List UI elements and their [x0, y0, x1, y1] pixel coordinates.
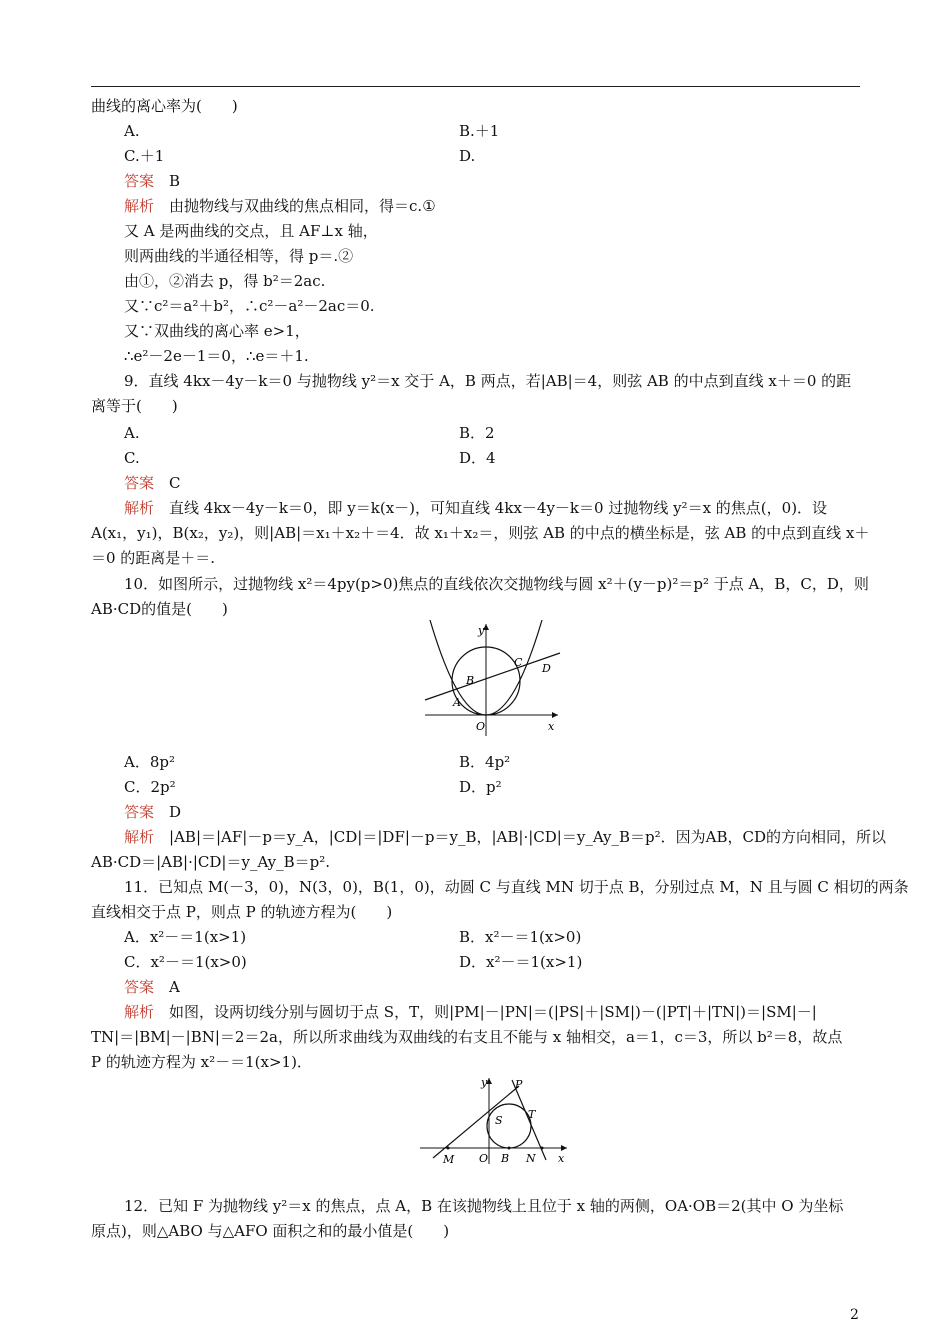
analysis-text: 由抛物线与双曲线的焦点相同，得＝c.①: [169, 197, 436, 215]
answer-line: [124, 802, 181, 822]
point-label-b: B: [501, 1152, 510, 1165]
option-a: A．8p²: [124, 753, 175, 771]
option-c: C.＋1: [124, 147, 165, 165]
text-line: 则两曲线的半通径相等，得 p＝.②: [124, 247, 354, 265]
option-b: B．4p²: [459, 753, 511, 771]
answer-label: 答案: [124, 978, 155, 996]
option-d: D．x²－＝1(x>1): [459, 953, 583, 971]
parabola-circle-figure: [420, 620, 570, 740]
option-c: C.: [124, 449, 140, 467]
analysis-line: [124, 1002, 817, 1022]
point-label-s: S: [495, 1114, 503, 1127]
axis-label-y: y: [478, 624, 485, 637]
answer-value: C: [169, 474, 181, 492]
text-line: AB·CD＝|AB|·|CD|＝y_Ay_B＝p².: [91, 853, 331, 871]
axis-label-x: x: [548, 720, 555, 733]
point-label-c: C: [514, 656, 523, 669]
text-line: ＝0 的距离是＋＝.: [91, 549, 216, 567]
analysis-line: [124, 827, 886, 847]
option-a: A.: [124, 424, 140, 442]
text-line: 直线相交于点 P，则点 P 的轨迹方程为( ): [91, 903, 393, 921]
question-10: 10．如图所示，过抛物线 x²＝4py(p>0)焦点的直线依次交抛物线与圆 x²＋(y－p)²＝p² 于点 A，B，C，D，则: [124, 575, 869, 593]
option-a: A．x²－＝1(x>1): [124, 928, 247, 946]
answer-label: 答案: [124, 474, 155, 492]
analysis-label: 解析: [124, 499, 155, 517]
question-9: 9．直线 4kx－4y－k＝0 与抛物线 y²＝x 交于 A，B 两点，若|AB|＝4，则弦 AB 的中点到直线 x＋＝0 的距: [124, 372, 852, 390]
option-a: A.: [124, 122, 140, 140]
answer-value: D: [169, 803, 182, 821]
analysis-label: 解析: [124, 828, 155, 846]
option-b: B.＋1: [459, 122, 500, 140]
option-b: B．2: [459, 424, 495, 442]
option-d: D．4: [459, 449, 496, 467]
analysis-text: 直线 4kx－4y－k＝0，即 y＝k(x－)，可知直线 4kx－4y－k＝0 过抛物线 y²＝x 的焦点(，0)．设: [169, 499, 828, 517]
answer-line: [124, 977, 180, 997]
analysis-text: |AB|＝|AF|－p＝y_A，|CD|＝|DF|－p＝y_B，|AB|·|CD|＝y_Ay_B＝p²．因为AB，CD的方向相同，所以: [169, 828, 887, 846]
point-label-t: T: [528, 1108, 536, 1121]
option-c: C．2p²: [124, 778, 176, 796]
point-label-d: D: [542, 662, 551, 675]
analysis-label: 解析: [124, 197, 155, 215]
point-label-m: M: [443, 1153, 455, 1166]
text-line: AB·CD的值是( ): [91, 600, 228, 618]
tangent-circle-figure: [415, 1072, 575, 1167]
axis-label-y: y: [481, 1076, 488, 1089]
text-line: P 的轨迹方程为 x²－＝1(x>1)．: [91, 1053, 312, 1071]
text-line: 曲线的离心率为( ): [91, 97, 238, 115]
header-rule: [91, 86, 860, 87]
page-number: 2: [850, 1307, 859, 1323]
text-line: 离等于( ): [91, 397, 178, 415]
analysis-text: 如图，设两切线分别与圆切于点 S，T，则|PM|－|PN|＝(|PS|＋|SM|)－(|PT|＋|TN|)＝|SM|－|: [169, 1003, 817, 1021]
point-label-b: B: [466, 674, 475, 687]
analysis-label: 解析: [124, 1003, 155, 1021]
point-label-p: P: [515, 1078, 523, 1091]
analysis-line: [124, 498, 827, 518]
text-line: A(x₁，y₁)，B(x₂，y₂)，则|AB|＝x₁＋x₂＋＝4．故 x₁＋x₂＝，则弦 AB 的中点的横坐标是，弦 AB 的中点到直线 x＋: [91, 524, 870, 542]
option-c: C．x²－＝1(x>0): [124, 953, 247, 971]
answer-label: 答案: [124, 803, 155, 821]
option-d: D．p²: [459, 778, 502, 796]
point-label-o: O: [479, 1152, 489, 1165]
point-label-o: O: [476, 720, 486, 733]
answer-value: A: [169, 978, 180, 996]
axis-label-x: x: [558, 1152, 565, 1165]
text-line: 又 A 是两曲线的交点，且 AF⊥x 轴，: [124, 222, 378, 240]
option-b: B．x²－＝1(x>0): [459, 928, 582, 946]
option-d: D.: [459, 147, 476, 165]
text-line: 又∵c²＝a²＋b²，∴c²－a²－2ac＝0.: [124, 297, 375, 315]
text-line: 由①，②消去 p，得 b²＝2ac.: [124, 272, 326, 290]
text-line: ∴e²－2e－1＝0，∴e＝＋1.: [124, 347, 309, 365]
point-label-a: A: [453, 696, 461, 709]
point-label-n: N: [526, 1152, 536, 1165]
answer-label: 答案: [124, 172, 155, 190]
text-line: TN|＝|BM|－|BN|＝2＝2a，所以所求曲线为双曲线的右支且不能与 x 轴相交，a＝1，c＝3，所以 b²＝8，故点: [91, 1028, 843, 1046]
answer-value: B: [169, 172, 181, 190]
text-line: 原点)，则△ABO 与△AFO 面积之和的最小值是( ): [91, 1222, 450, 1240]
question-12: 12．已知 F 为抛物线 y²＝x 的焦点，点 A，B 在该抛物线上且位于 x 轴的两侧，OA·OB＝2(其中 O 为坐标: [124, 1197, 844, 1215]
text-line: 又∵双曲线的离心率 e>1，: [124, 322, 310, 340]
answer-line: [124, 171, 180, 191]
answer-line: [124, 473, 181, 493]
analysis-line: [124, 196, 436, 216]
question-11: 11．已知点 M(－3，0)，N(3，0)，B(1，0)，动圆 C 与直线 MN 切于点 B，分别过点 M，N 且与圆 C 相切的两条: [124, 878, 909, 896]
